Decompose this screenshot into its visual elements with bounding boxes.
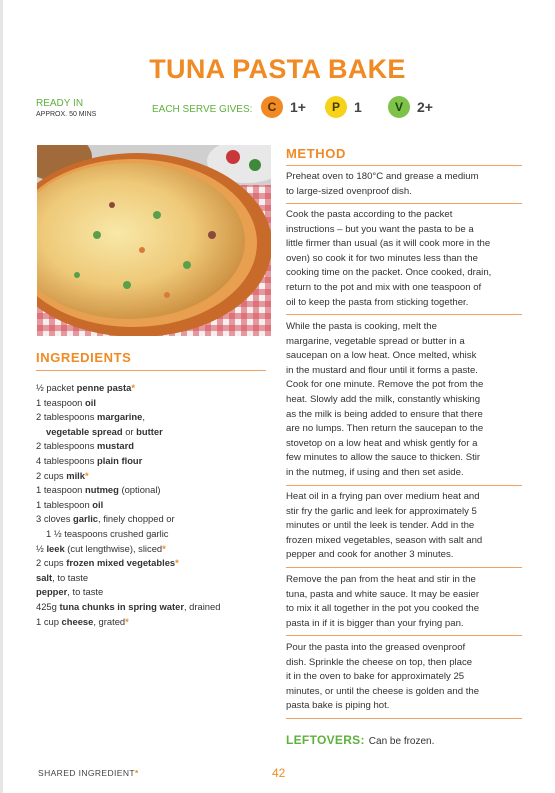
- ingredient-item: [36, 585, 270, 600]
- ingredient-name: salt: [36, 571, 53, 583]
- ingredient-item: [36, 454, 270, 469]
- ingredient-item: [36, 396, 270, 411]
- method-step-2: [286, 208, 522, 315]
- p-badge-icon: P: [325, 96, 347, 118]
- ingredient-detail: 1 tablespoon: [36, 498, 93, 510]
- method-step-line: Cook the pasta according to the packet: [286, 209, 453, 220]
- ingredient-detail: 4 tablespoons: [36, 454, 97, 466]
- ingredient-name: tuna chunks in spring water: [59, 600, 184, 612]
- method-step-line: in the nutmeg, if using and then set aside.: [286, 466, 464, 478]
- step-divider: [286, 485, 522, 486]
- page-edge: [0, 0, 3, 793]
- method-step-line: margarine, vegetable spread or butter in a: [286, 335, 465, 347]
- star-icon: *: [135, 768, 139, 778]
- ingredient-detail: (optional): [118, 484, 161, 496]
- method-step-line: to mix it all together in the pot you cooked the: [286, 603, 480, 615]
- ingredient-item: [36, 483, 270, 498]
- step-divider: [286, 718, 522, 719]
- ingredient-detail: 2 tablespoons: [36, 411, 97, 423]
- ingredient-detail: 425g: [36, 600, 60, 612]
- ingredient-detail: or: [122, 425, 137, 437]
- step-divider: [286, 314, 522, 315]
- ingredient-detail: 2 tablespoons: [36, 440, 97, 452]
- method-step-line: instructions – but you want the pasta to be a: [286, 223, 474, 235]
- method-step-line: return to the pot and mix with one teaspoon of: [286, 281, 482, 293]
- ingredient-name: cheese: [61, 615, 94, 627]
- method-step-line: Pour the pasta into the greased ovenproof: [286, 642, 466, 653]
- shared-star-icon: *: [175, 557, 179, 569]
- method-step-line: cooking time on the packet. Once cooked, drain,: [286, 267, 492, 279]
- method-step-1: [286, 170, 522, 204]
- method-step-line: While the pasta is cooking, melt the: [286, 321, 437, 332]
- method-step-line: Cook for one minute. Remove the pot from the: [286, 379, 484, 391]
- ingredient-item: [36, 556, 270, 571]
- method-step-4: [286, 490, 522, 568]
- ingredient-detail: 1 cup: [36, 615, 62, 627]
- ingredient-name: frozen mixed vegetables: [66, 557, 176, 569]
- ingredient-item: [36, 542, 270, 557]
- method-step-line: as the milk is being added to ensure that there: [286, 408, 483, 420]
- method-step-line: pasta bake is piping hot.: [286, 700, 390, 712]
- method-step-line: in the mustard and flour until it forms a paste.: [286, 364, 478, 376]
- method-step-line: stovetop on a low heat and whisk gently for a: [286, 437, 478, 449]
- ready-in: [36, 98, 96, 118]
- shared-star-icon: *: [162, 542, 166, 554]
- ingredients-heading: INGREDIENTS: [36, 350, 132, 365]
- ingredient-item: [36, 381, 270, 396]
- ingredient-name: milk: [66, 469, 85, 481]
- method-step-line: little firmer than usual (as it will cook more in the: [286, 238, 491, 250]
- ingredient-detail: , finely chopped or: [98, 513, 175, 525]
- ingredient-detail: ½: [36, 542, 47, 554]
- c-badge-icon: C: [261, 96, 283, 118]
- serve-count-v: 2+: [417, 99, 433, 115]
- ingredient-detail: 3 cloves: [36, 513, 73, 525]
- method-step-text: [286, 573, 522, 631]
- method-step-line: oil to keep the pasta from sticking together.: [286, 296, 469, 308]
- method-step-line: pepper and cook for another 3 minutes.: [286, 549, 454, 561]
- method-step-text: [286, 208, 522, 310]
- leftovers-text: Can be frozen.: [368, 736, 435, 747]
- method-step-5: [286, 573, 522, 636]
- v-badge-icon: V: [388, 96, 410, 118]
- tuna-pasta-bake-photo: [37, 145, 271, 336]
- method-step-line: heat. Slowly add the milk, constantly whisking: [286, 393, 481, 405]
- method-step-line: few minutes to allow the sauce to thicken. Stir: [286, 452, 481, 464]
- ingredient-name: nutmeg: [85, 484, 119, 496]
- ingredient-name: pepper: [36, 586, 68, 598]
- ingredient-detail: , to taste: [67, 586, 104, 598]
- method-step-6: [286, 641, 522, 719]
- ingredient-item: [36, 439, 270, 454]
- ingredient-item: [36, 615, 270, 630]
- step-divider: [286, 203, 522, 204]
- method-step-line: to large-sized ovenproof dish.: [286, 185, 412, 197]
- leftovers: [286, 733, 434, 747]
- ingredient-detail: 2 cups: [36, 557, 67, 569]
- ingredient-item: [36, 571, 270, 586]
- ingredient-name: oil: [92, 498, 104, 510]
- serve-group-p: [325, 96, 362, 118]
- method-step-text: [286, 320, 522, 481]
- ingredient-name: garlic: [73, 513, 99, 525]
- ingredient-detail: , grated: [93, 615, 126, 627]
- ready-in-label: READY IN: [36, 98, 84, 109]
- method-step-line: tuna, pasta and white sauce. It may be easier: [286, 588, 480, 600]
- ready-in-time: APPROX. 50 MINS: [36, 111, 97, 118]
- ingredient-item: [36, 600, 270, 615]
- ingredient-detail: , to taste: [52, 571, 89, 583]
- ingredient-name: margarine: [96, 411, 143, 423]
- ingredient-detail: , drained: [183, 600, 221, 612]
- ingredient-name: butter: [136, 425, 163, 437]
- method-divider: [286, 165, 522, 166]
- shared-star-icon: *: [85, 469, 89, 481]
- serve-label: EACH SERVE GIVES:: [152, 104, 253, 115]
- method-step-text: [286, 170, 522, 199]
- method-step-3: [286, 320, 522, 486]
- ingredient-item: [36, 527, 270, 542]
- shared-ingredient-note: [38, 768, 139, 778]
- shared-star-icon: *: [125, 615, 129, 627]
- ingredient-name: oil: [85, 396, 96, 408]
- ingredient-name: leek: [46, 542, 65, 554]
- ingredient-detail: 1 ½ teaspoons crushed garlic: [46, 527, 169, 539]
- ingredients-divider: [36, 370, 266, 371]
- ingredients-list: [36, 381, 270, 629]
- serve-count-c: 1+: [290, 99, 306, 115]
- method-step-line: dish. Sprinkle the cheese on top, then place: [286, 656, 473, 668]
- ingredient-item: [36, 498, 270, 513]
- ingredient-item: [36, 512, 270, 527]
- method-step-line: oven) so cook it for two minutes less than the: [286, 252, 478, 264]
- method-step-line: stir fry the garlic and leek for approximately 5: [286, 505, 477, 517]
- method-step-text: [286, 641, 522, 714]
- shared-star-icon: *: [131, 382, 136, 393]
- recipe-title: TUNA PASTA BAKE: [149, 54, 406, 84]
- ingredient-detail: 2 cups: [36, 469, 67, 481]
- ingredient-name: mustard: [96, 440, 134, 452]
- ingredient-name: vegetable spread: [46, 425, 123, 437]
- method-step-line: it in the oven to bake for approximately 25: [286, 671, 465, 683]
- method-step-line: pasta in if it is bigger than your frying pan.: [286, 617, 464, 629]
- ingredient-detail: ½ packet: [36, 382, 77, 393]
- serve-group-v: [388, 96, 433, 118]
- step-divider: [286, 567, 522, 568]
- ingredient-name: plain flour: [96, 454, 143, 466]
- ingredient-item: [36, 425, 270, 440]
- leftovers-label: LEFTOVERS:: [286, 733, 365, 747]
- page-number: 42: [272, 766, 286, 780]
- ingredient-item: [36, 469, 270, 484]
- ingredient-name: penne pasta: [76, 382, 132, 393]
- method-step-line: are no lumps. Then return the saucepan to the: [286, 423, 484, 435]
- ingredient-detail: ,: [142, 411, 145, 423]
- method-heading: METHOD: [286, 146, 346, 161]
- method-step-line: frozen mixed vegetables, season with salt and: [286, 534, 483, 546]
- serve-count-p: 1: [354, 99, 362, 115]
- ingredient-detail: (cut lengthwise), sliced: [64, 542, 163, 554]
- method-step-line: Preheat oven to 180°C and grease a medium: [286, 171, 479, 182]
- method-step-line: saucepan on a low heat. Once melted, whisk: [286, 350, 477, 362]
- method-step-text: [286, 490, 522, 563]
- serve-group-c: [261, 96, 306, 118]
- ingredient-detail: 1 teaspoon: [36, 484, 85, 496]
- method-step-line: minutes, or until the cheese is golden and the: [286, 685, 480, 697]
- method-step-line: Heat oil in a frying pan over medium heat and: [286, 491, 480, 502]
- step-divider: [286, 635, 522, 636]
- ingredient-detail: 1 teaspoon: [36, 396, 85, 408]
- method-step-line: Remove the pan from the heat and stir in the: [286, 574, 476, 585]
- method-step-line: minutes or until the leek is tender. Add in the: [286, 520, 475, 532]
- shared-ingredient-label: SHARED INGREDIENT: [38, 768, 136, 778]
- ingredient-item: [36, 410, 270, 425]
